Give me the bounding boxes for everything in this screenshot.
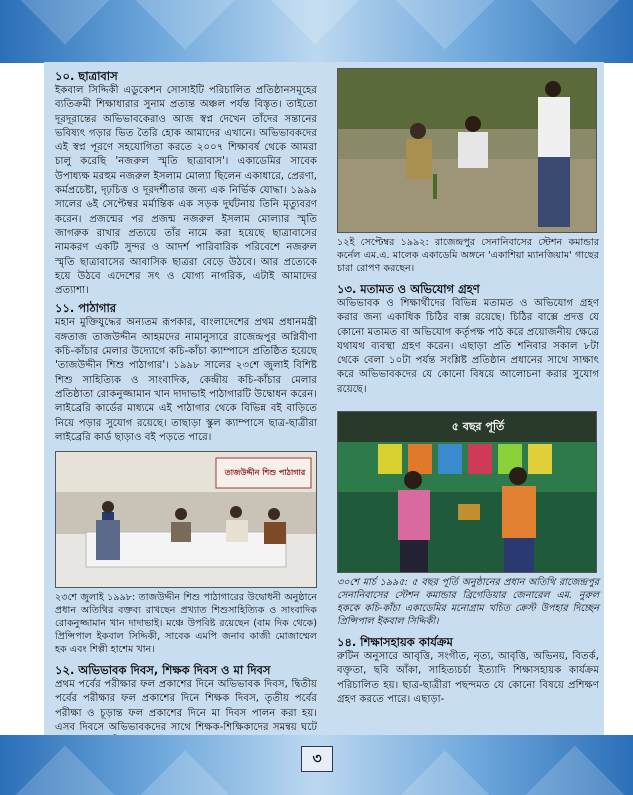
anniversary-photo-caption: ৩০শে মার্চ ১৯৯৫: ৫ বছর পূর্তি অনুষ্ঠানের প্রধান অতিথি রাজেন্দ্রপুর সেনানিবাসের স্টেশন কমান্ডার ব্রিগেডিয়ার জেনারেল এম. নুরুল হককে কচি-কাঁচা একাডেমির মনোগ্রাম খচিত ক্রেস্ট উপহার দিচ্ছেন প্রিন্সিপাল ইকবাল সিদ্দিকী। [337,577,599,628]
section-11-heading: ১১. পাঠাগার [55,301,117,316]
section-12-heading: ১২. অভিভাবক দিবস, শিক্ষক দিবস ও মা দিবস [55,663,271,678]
stage-text: ৫ বছর পূর্তি [451,420,505,434]
page-number: ৩ [301,746,333,772]
library-inauguration-photo [55,451,317,588]
section-14-body: রুটিন অনুসারে আবৃত্তি, সংগীত, নৃত্য, আবৃত্তি, অভিনয়, বিতর্ক, বক্তৃতা, ছবি আঁকা, সাহিত্যচর্চা ইত্যাদি শিক্ষাসহায়ক কার্যক্রম পরিচালিত হয়। ছাত্র-ছাত্রীরা পছন্দমত যে কোনো বিষয়ে প্রশিক্ষণ গ্রহণ করতে পারে। এছাড়া- [337,651,599,705]
section-10-body: ইকবাল সিদ্দিকী এডুকেশন সোসাইটি পরিচালিত প্রতিষ্ঠানসমূহের ব্যতিক্রমী শিক্ষাধারার সুনাম প্রত্যন্ত অঞ্চল পর্যন্ত বিস্তৃত। তাইতো দূরদূরান্তের অভিভাবকেরাও আজ স্বপ্ন দেখেন তাঁদের সন্তানের ভবিষ্যৎ গড়ার ভিত তৈরি হোক আমাদের এখানে। অভিভাবকদের এই স্বপ্ন পূরণে সহযোগিতা করতে ২০০৭ শিক্ষাবর্ষ থেকে আমরা চালু করেছি 'নজরুল স্মৃতি ছাত্রাবাস'। একাডেমির সাবেক উপাধ্যক্ষ মরহুম নজরুল ইসলাম মোল্যা ছিলেন একাধারে, প্রেরণা, কর্মপ্রচেষ্টা, দৃঢ়চিত্ত ও দূরদর্শীতার জন্য এক নির্ভিক যোদ্ধা। ১৯৯৯ সালের ৬ই সেপ্টেম্বর মর্মান্তিক এক সড়ক দুর্ঘটনায় তিনি মৃত্যুবরণ করেন। প্রজন্মের পর প্রজন্ম নজরুল ইসলাম মোল্যার স্মৃতি জাগরুক রাখার প্রত্যয়ে তাঁর নামে করা হয়েছে ছাত্রাবাসের নামকরণ একটি সুন্দর ও আদর্শ পারিবারিক পরিবেশে নজরুল স্মৃতি ছাত্রাবাসের আবাসিক ছাত্ররা বেড়ে উঠবে। আর প্রত্যেকে হয়ে উঠবে এদেশের সৎ ও যোগ্য নাগরিক, এটাই আমাদের প্রত্যাশা। [55,85,317,297]
section-10-heading: ১০. ছাত্রাবাস [55,69,118,83]
left-column [55,68,317,766]
tree-planting-caption: ১২ই সেপ্টেম্বর ১৯৯২: রাজেন্দ্রপুর সেনানিবাসের স্টেশন কমান্ডার কর্নেল এম.এ. মালেক একাডেমি অঙ্গনে 'একাশিয়া ম্যানজিয়াম' গাছের চারা রোপণ করছেন। [337,237,599,274]
section-14-heading: ১৪. শিক্ষাসহায়ক কার্যক্রম [337,635,453,650]
section-12-body: প্রথম পর্বের পরীক্ষার ফল প্রকাশের দিনে অভিভাবক দিবস, দ্বিতীয় পর্বের পরীক্ষার ফল প্রকাশের দিনে শিক্ষক দিবস, তৃতীয় পর্বের পরীক্ষা ও চূড়ান্ত ফল প্রকাশের দিনে মা দিবস পালন করা হয়। এসব দিবসে অভিভাবকদের সাথে শিক্ষক-শিক্ষিকাদের সমন্বয় ঘটে [55,679,317,734]
tree-planting-photo [337,68,597,233]
section-13-body: অভিভাবক ও শিক্ষার্থীদের বিভিন্ন মতামত ও অভিযোগ গ্রহণ করার জন্য একাধিক চিঠির বাক্স রয়েছে। চিঠির বাক্সে প্রদত্ত যে কোনো মতামত বা অভিযোগ কর্তৃপক্ষ পাঠ করে প্রয়োজনীয় ক্ষেত্রে যথাযথ ব্যবস্থা গ্রহণ করেন। এছাড়া প্রতি শনিবার সকাল ৮টা থেকে বেলা ১০টা পর্যন্ত সংশ্লিষ্ট প্রতিষ্ঠান প্রধানের সাথে সাক্ষাৎ করে অভিভাবকদের যে কোনো বিষয়ে আলোচনা করার সুযোগ রয়েছে। [337,298,599,395]
banner-text: তাজউদ্দীন শিশু পাঠাগার [224,468,306,478]
section-11-body: মহান মুক্তিযুদ্ধের অন্যতম রূপকার, বাংলাদেশের প্রথম প্রধানমন্ত্রী বঙ্গতাজ তাজউদ্দীন আহমদের নামানুসারে রাজেন্দ্রপুর অগ্নিবীণা কচি-কাঁচার মেলার উদ্যোগে কচি-কাঁচা ক্যাম্পাসে প্রতিষ্ঠিত হয়েছে 'তাজউদ্দীন শিশু পাঠাগার'। ১৯৯৮ সালের ২৩শে জুলাই বিশিষ্ট শিশু সাহিত্যিক ও সাংবাদিক, কেন্দ্রীয় কচি-কাঁচার মেলার প্রতিষ্ঠাতা রোকনুজ্জামান খান দাদাভাই পাঠাগারটি উদ্বোধন করেন। লাইব্রেরি কার্ডের মাধ্যমে এই পাঠাগার থেকে বিভিন্ন বই বাড়িতে নিয়ে পড়ার সুযোগ রয়েছে। তাছাড়া স্কুল ক্যাম্পাসে ছাত্র-ছাত্রীরা লাইব্রেরি কার্ড ছাড়াও বই পড়তে পারে। [55,317,317,443]
anniversary-crest-photo [337,411,597,573]
top-decorative-band [0,0,633,63]
library-photo-caption: ২৩শে জুলাই ১৯৯৮: তাজউদ্দীন শিশু পাঠাগারের উদ্বোধনী অনুষ্ঠানে প্রধান অতিথির বক্তব্য রাখছেন প্রখ্যাত শিশুসাহিত্যিক ও সাংবাদিক রোকনুজ্জামান খান দাদাভাই। মঞ্চে উপবিষ্ট রয়েছেন (বাম দিক থেকে) প্রিন্সিপাল ইকবাল সিদ্দিকী, সাবেক এমপি জনাব কাজী মোজাম্মেল হক এবং শিল্পী হাশেম খান। [55,592,317,656]
right-column [337,68,599,709]
section-13-heading: ১৩. মতামত ও অভিযোগ গ্রহণ [337,282,480,296]
